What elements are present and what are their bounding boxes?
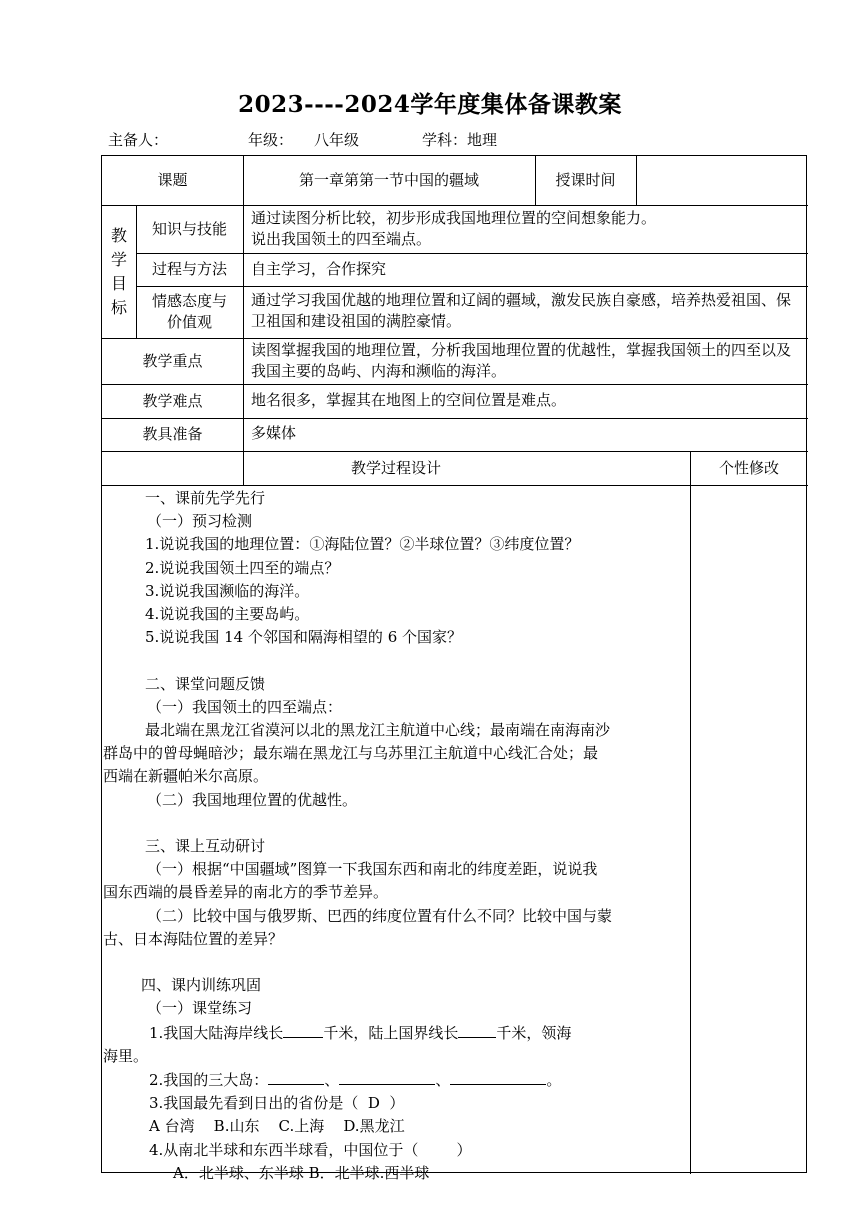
- section-heading: 一、课前先学先行: [145, 489, 266, 507]
- exercise-item: 2.我国的三大岛： 、 、 。: [103, 1068, 689, 1092]
- process-label: 过程与方法: [151, 260, 227, 278]
- difficulty-label: 教学难点: [142, 391, 203, 410]
- question-item: 4.说说我国的主要岛屿。: [145, 605, 310, 624]
- topic-label: 课题: [157, 171, 188, 189]
- modify-header: 个性修改: [718, 458, 779, 477]
- page-title: 2023----2024学年度集体备课教案: [238, 91, 622, 118]
- question-item: 1.说说我国的地理位置：①海陆位置？②半球位置？③纬度位置？: [145, 535, 580, 554]
- answer-blank[interactable]: [339, 1068, 435, 1085]
- section-heading: 三、课上互动研讨: [145, 837, 266, 856]
- exercise-options: A 台湾 B.山东 C.上海 D.黑龙江: [149, 1117, 405, 1136]
- grade-value: 八年级: [314, 131, 360, 149]
- goals-label: 教 学 目 标: [110, 225, 127, 317]
- subject-label: 学科：地理: [422, 131, 498, 149]
- modify-notes-area[interactable]: [691, 486, 808, 1174]
- paragraph-line: 群岛中的曾母蝇暗沙；最东端在黑龙江与乌苏里江主航道中心线汇合处；最: [103, 744, 599, 763]
- tools-label: 教具准备: [142, 425, 203, 443]
- exercise-options: A．北半球、东半球 B．北半球.西半球: [173, 1163, 430, 1182]
- subsection-heading: （一）课堂练习: [147, 999, 253, 1018]
- topic-value: 第一章第第一节中国的疆域: [298, 171, 479, 189]
- section-heading: 二、课堂问题反馈: [145, 674, 266, 693]
- paragraph-line: 古、日本海陆位置的差异？: [103, 929, 284, 948]
- paragraph-line: 西端在新疆帕米尔高原。: [103, 767, 269, 786]
- exercise-item: 1.我国大陆海岸线长 千米，陆上国界线长 千米，领海: [103, 1021, 689, 1045]
- question-item: 3.说说我国濒临的海洋。: [145, 581, 310, 600]
- design-header: 教学过程设计: [350, 458, 441, 477]
- exercise-item: 3.我国最先看到日出的省份是（ D ）: [149, 1094, 405, 1113]
- emotion-label: 情感态度与 价值观: [151, 292, 227, 331]
- knowledge-label: 知识与技能: [151, 219, 227, 238]
- section-heading: 四、课内训练巩固: [141, 976, 262, 995]
- subsection-heading: （二）我国地理位置的优越性。: [147, 790, 358, 809]
- teaching-process: [103, 487, 689, 1185]
- paragraph-line: （二）比较中国与俄罗斯、巴西的纬度位置有什么不同？比较中国与蒙: [147, 906, 613, 925]
- paragraph-line: 最北端在黑龙江省漠河以北的黑龙江主航道中心线；最南端在南海南沙: [145, 721, 611, 740]
- tools-value: 多媒体: [251, 424, 297, 442]
- grade-label: 年级：: [248, 131, 294, 149]
- subsection-heading: （一）预习检测: [147, 512, 253, 531]
- time-label: 授课时间: [555, 171, 616, 189]
- answer-blank[interactable]: [268, 1068, 324, 1085]
- exercise-item: 海里。: [103, 1046, 149, 1065]
- subsection-heading: （一）我国领土的四至端点：: [147, 697, 343, 716]
- difficulty-value: 地名很多，掌握其在地图上的空间位置是难点。: [251, 391, 567, 409]
- question-item: 5.说说我国 14 个邻国和隔海相望的 6 个国家？: [145, 628, 463, 647]
- host-label: 主备人：: [108, 131, 169, 149]
- time-value[interactable]: [636, 156, 808, 205]
- process-value: 自主学习，合作探究: [251, 260, 387, 278]
- emotion-value: 通过学习我国优越的地理位置和辽阔的疆域，激发民族自豪感，培养热爱祖国、保卫祖国和建设祖国的满腔豪情。: [251, 291, 792, 330]
- answer-blank[interactable]: [458, 1021, 496, 1038]
- answer-blank[interactable]: [450, 1068, 546, 1085]
- answer-blank[interactable]: [283, 1021, 323, 1038]
- knowledge-value: 通过读图分析比较，初步形成我国地理位置的空间想象能力。 说出我国领土的四至端点。: [251, 209, 657, 248]
- key-label: 教学重点: [142, 351, 203, 370]
- exercise-item: 4.从南北半球和东西半球看，中国位于（ ）: [149, 1140, 472, 1159]
- key-value: 读图掌握我国的地理位置，分析我国地理位置的优越性，掌握我国领土的四至以及我国主要的岛屿、内海和濒临的海洋。: [251, 341, 792, 380]
- question-item: 2.说说我国领土四至的端点？: [145, 558, 340, 577]
- paragraph-line: 国东西端的晨昏差异的南北方的季节差异。: [103, 883, 389, 902]
- paragraph-line: （一）根据“中国疆域”图算一下我国东西和南北的纬度差距，说说我: [147, 860, 598, 879]
